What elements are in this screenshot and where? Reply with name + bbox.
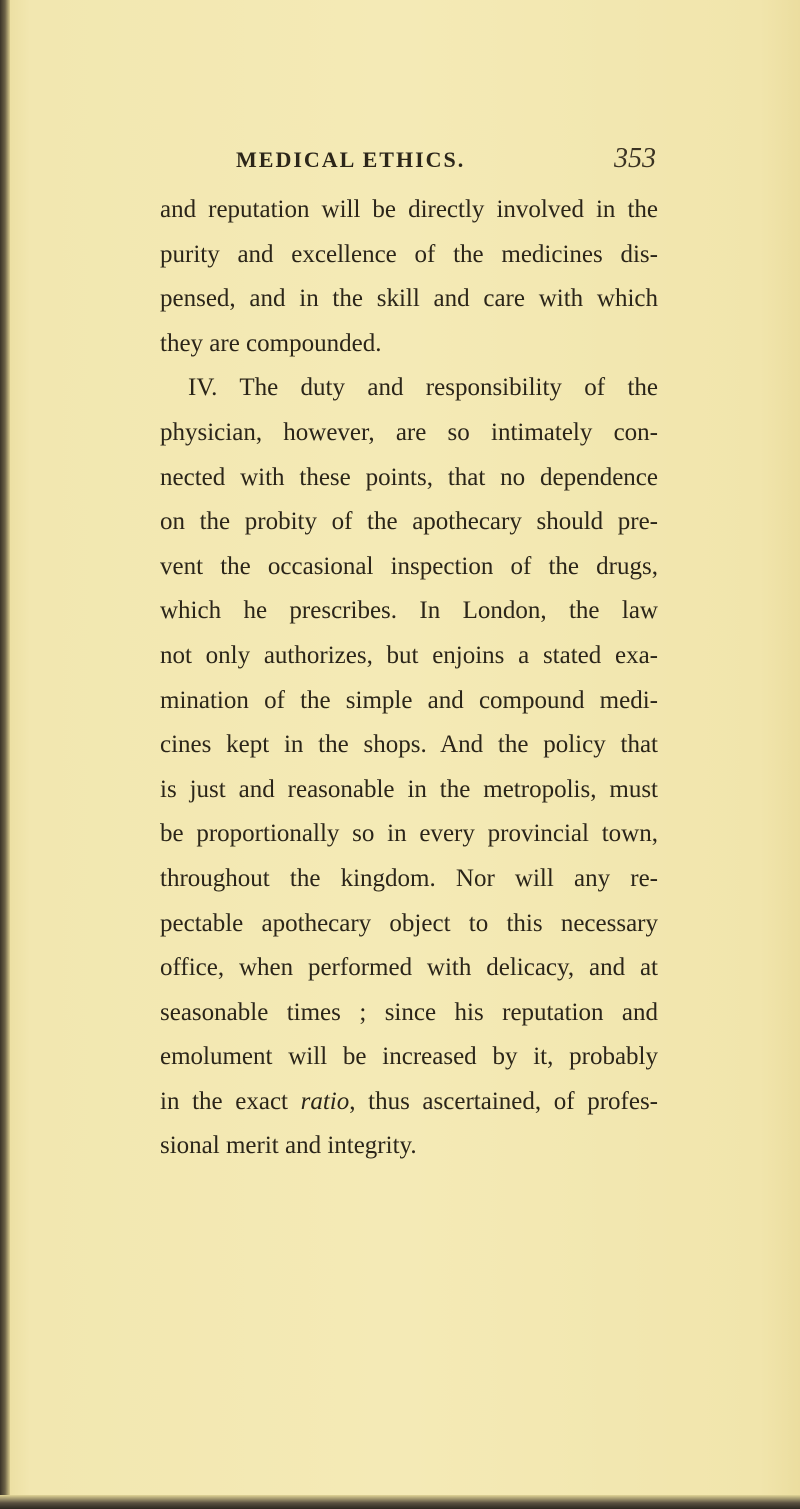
text-line: seasonable times ; since his reputation and (160, 998, 658, 1026)
text-line: on the probity of the apothecary should pre- (160, 508, 658, 536)
text-line-ratio (160, 1080, 658, 1125)
text-line: and reputation will be directly involved in the (160, 196, 658, 223)
text-line: is just and reasonable in the metropolis, must (160, 775, 658, 803)
book-spine-shadow (0, 0, 10, 1509)
text-line: vent the occasional inspection of the drugs, (160, 552, 658, 580)
text-line: pectable apothecary object to this necessary (160, 909, 658, 937)
text-line: physician, however, are so intimately con- (160, 418, 658, 446)
text-line: they are compounded. (160, 329, 382, 357)
ratio-line-before: in the exact (160, 1087, 301, 1115)
text-line: nected with these points, that no dependence (160, 463, 658, 491)
text-line: be proportionally so in every provincial town, (160, 820, 658, 848)
text-line: throughout the kingdom. Nor will any re- (160, 864, 658, 892)
text-line: not only authorizes, but enjoins a stated exa- (160, 641, 658, 669)
text-line: pensed, and in the skill and care with which (160, 285, 658, 313)
text-line: cines kept in the shops. And the policy that (160, 731, 658, 759)
text-line: mination of the simple and compound medi- (160, 686, 658, 714)
ratio-line-after: , thus ascertained, of profes- (349, 1087, 658, 1115)
paragraph-continuation (160, 188, 658, 366)
running-title: MEDICAL ETHICS. (236, 147, 466, 172)
paragraph-section-iv (160, 366, 658, 1169)
text-line: office, when performed with delicacy, and at (160, 954, 658, 982)
text-line: sional merit and integrity. (160, 1132, 417, 1160)
body-text (160, 188, 658, 1169)
ratio-italic-word: ratio (300, 1087, 350, 1115)
text-line: which he prescribes. In London, the law (160, 597, 658, 625)
page-number: 353 (614, 143, 656, 174)
text-line: emolument will be increased by it, probably (160, 1043, 658, 1071)
text-line: IV. The duty and responsibility of the (188, 374, 658, 402)
page-bottom-edge (0, 1495, 800, 1509)
text-line: purity and excellence of the medicines dis- (160, 240, 658, 268)
running-head (236, 145, 656, 179)
